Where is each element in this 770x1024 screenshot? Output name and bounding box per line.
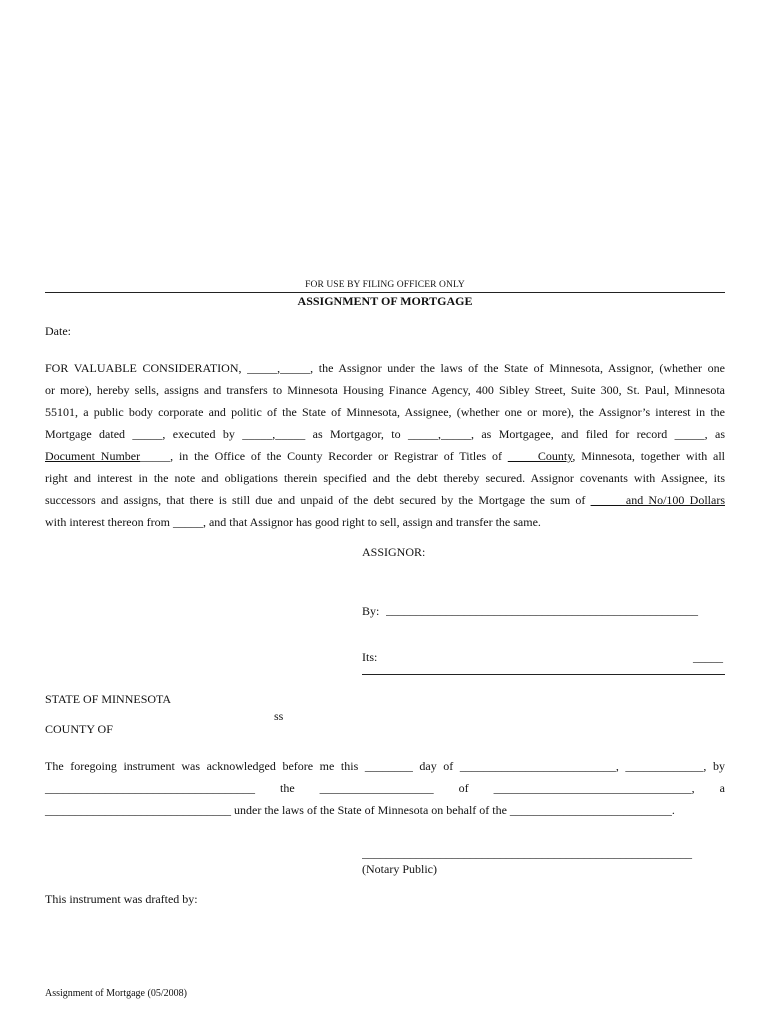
header-rule <box>45 292 725 293</box>
acknowledgment-blank: ___________________________________ <box>45 781 255 795</box>
sum-text: successors and assigns, that there is still due and unpaid of the debt secured by the Mortgage the sum of <box>45 493 591 507</box>
acknowledgment-paragraph <box>45 755 725 821</box>
county-field: _____County <box>507 449 573 463</box>
acknowledgment-word: of <box>458 781 469 795</box>
by-label: By: <box>362 604 380 618</box>
paragraph-line: Mortgage dated _____, executed by _____,_____ as Mortgagor, to _____,_____, as Mortgagee, and filed for record _____, as <box>45 427 725 441</box>
assignor-label: ASSIGNOR: <box>362 545 426 559</box>
filing-officer-note: FOR USE BY FILING OFFICER ONLY <box>305 280 465 290</box>
acknowledgment-line: _______________________________ under the laws of the State of Minnesota on behalf of the ___________________________. <box>45 803 675 817</box>
amount-field: _____ and No/100 Dollars <box>590 493 725 507</box>
consideration-paragraph <box>45 357 725 533</box>
state-venue: STATE OF MINNESOTA <box>45 692 172 706</box>
by-signature-line: ____________________________________________________ <box>386 603 698 617</box>
its-underline <box>362 674 725 675</box>
acknowledgment-line: The foregoing instrument was acknowledged before me this ________ day of __________________________, _____________, by <box>45 759 725 773</box>
acknowledgment-blank: ___________________ <box>319 781 434 795</box>
footer-form-id: Assignment of Mortgage (05/2008) <box>45 988 187 999</box>
date-label: Date: <box>45 324 71 338</box>
paragraph-line: or more), hereby sells, assigns and transfers to Minnesota Housing Finance Agency, 400 Sibley Street, Suite 300, St. Paul, Minnesota <box>45 383 725 397</box>
recording-office-text: _____, in the Office of the County Recorder or Registrar of Titles of <box>140 449 508 463</box>
state-text: , Minnesota, together with all <box>572 449 726 463</box>
county-venue: COUNTY OF <box>45 722 113 736</box>
paragraph-line: 55101, a public body corporate and politic of the State of Minnesota, Assignee, (whether one or more), the Assignor’s interest in the <box>45 405 725 419</box>
paragraph-line: with interest thereon from _____, and that Assignor has good right to sell, assign and transfer the same. <box>45 515 541 529</box>
its-label: Its: <box>362 650 378 664</box>
ss-venue: ss <box>274 709 284 723</box>
acknowledgment-line <box>45 777 725 799</box>
paragraph-line-recording <box>45 445 725 467</box>
document-number-field: Document Number <box>45 449 141 463</box>
its-title-blank: _____ <box>693 650 723 664</box>
acknowledgment-word: the <box>280 781 295 795</box>
acknowledgment-word: a <box>719 781 725 795</box>
paragraph-line: FOR VALUABLE CONSIDERATION, _____,_____, the Assignor under the laws of the State of Minnesota, Assignor, (whether one <box>45 361 725 375</box>
notary-label: (Notary Public) <box>362 862 437 876</box>
paragraph-line-sum <box>45 489 725 511</box>
document-title: ASSIGNMENT OF MORTGAGE <box>297 294 473 308</box>
notary-signature-line: _______________________________________________________ <box>362 846 692 860</box>
acknowledgment-blank: _________________________________, <box>493 781 695 795</box>
drafted-by-label: This instrument was drafted by: <box>45 892 198 906</box>
paragraph-line: right and interest in the note and obligations therein specified and the debt thereby secured. Assignor covenants with Assignee, its <box>45 471 725 485</box>
